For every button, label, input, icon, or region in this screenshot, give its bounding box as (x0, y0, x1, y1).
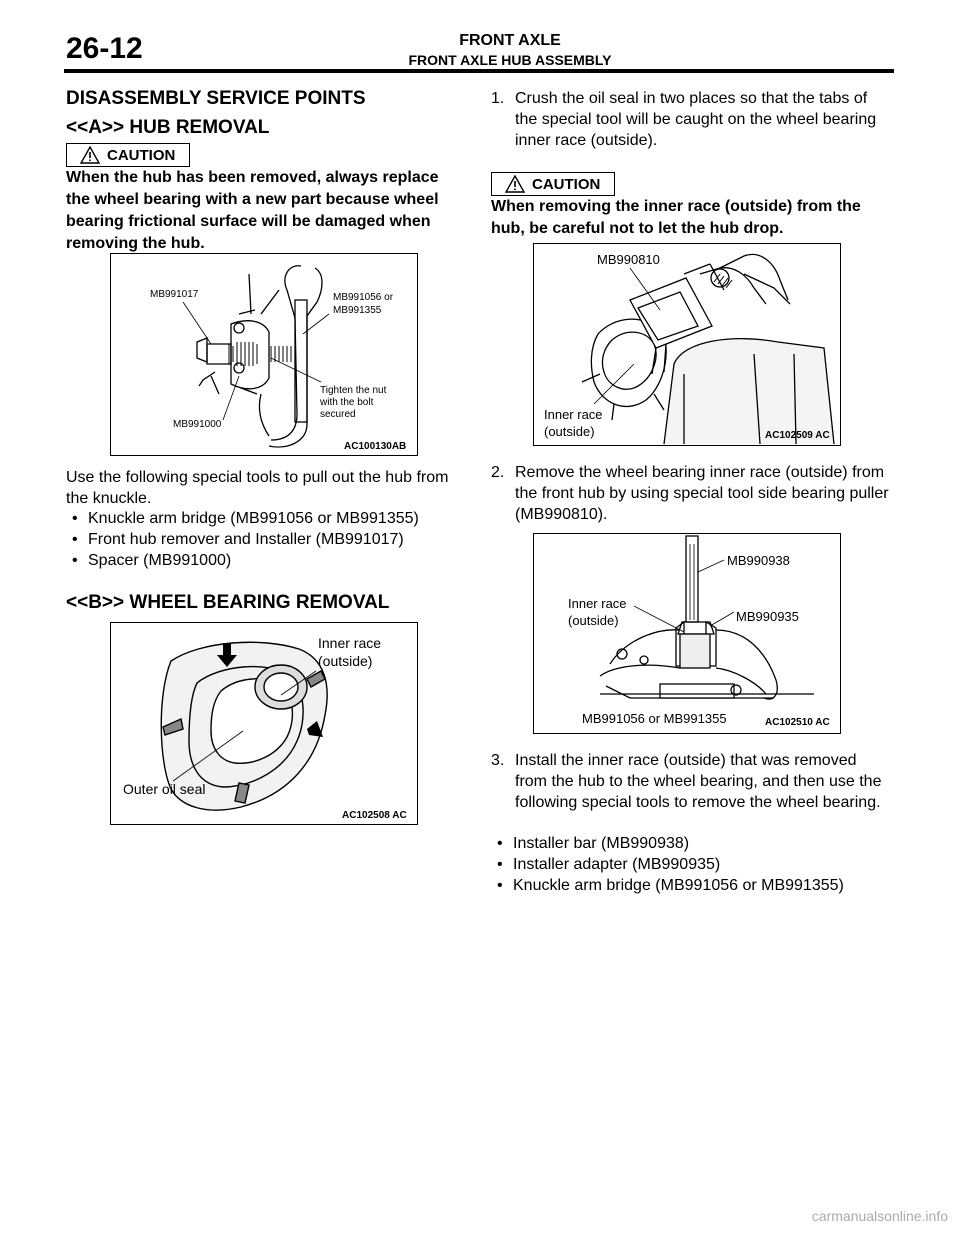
step-1 (491, 88, 891, 151)
fig1-label-tighten-1: Tighten the nut (320, 385, 387, 396)
fig1-label-tighten-3: secured (320, 409, 356, 420)
caution-text: When the hub has been removed, always replace the wheel bearing with a new part because wheel bearing frictional surface will be damaged when removing the hub. (66, 169, 439, 252)
list-item: • Installer adapter (MB990935) (491, 854, 891, 875)
fig1-label-mb991000: MB991000 (173, 419, 222, 430)
step-2 (491, 462, 891, 525)
step-3 (491, 750, 891, 813)
fig3-code: AC102509 AC (765, 430, 830, 441)
fig3-label-mb990810: MB990810 (597, 252, 660, 267)
hub-removal-illustration (111, 254, 417, 455)
tools-intro: Use the following special tools to pull out the hub from the knuckle. (66, 469, 449, 507)
fig1-code: AC100130AB (344, 441, 407, 452)
fig4-label-mb990938: MB990938 (727, 553, 790, 568)
caution-label: CAUTION (107, 146, 176, 164)
section-subtitle: FRONT AXLE HUB ASSEMBLY (408, 52, 612, 68)
list-item: • Front hub remover and Installer (MB991017) (66, 529, 466, 550)
fig4-code: AC102510 AC (765, 717, 830, 728)
list-item: • Knuckle arm bridge (MB991056 or MB991355) (491, 875, 891, 896)
fig2-label-inner-race-2: (outside) (318, 653, 373, 669)
hub-removal-heading: <<A>> HUB REMOVAL (66, 117, 270, 138)
fig1-label-tighten-2: with the bolt (320, 397, 374, 408)
fig4-label-mb990935: MB990935 (736, 609, 799, 624)
step-number: 3. (491, 752, 505, 769)
fig4-label-bridge: MB991056 or MB991355 (582, 711, 727, 726)
tool-list (66, 508, 466, 571)
chapter-title: FRONT AXLE (459, 32, 561, 49)
caution-badge-2 (491, 172, 615, 196)
step-text: Crush the oil seal in two places so that the tabs of the special tool will be caught on the wheel bearing inner race (outside). (515, 90, 877, 149)
fig4-label-inner-race-2: (outside) (568, 613, 619, 628)
step-number: 2. (491, 464, 505, 481)
wheel-bearing-heading: <<B>> WHEEL BEARING REMOVAL (66, 592, 390, 613)
step-text: Remove the wheel bearing inner race (outside) from the front hub by using special tool side bearing puller (MB990810). (515, 464, 889, 523)
fig3-label-inner-race-2: (outside) (544, 424, 595, 439)
list-item: • Knuckle arm bridge (MB991056 or MB991355) (66, 508, 466, 529)
install-tool-list (491, 833, 891, 896)
fig4-label-inner-race-1: Inner race (568, 596, 627, 611)
section-title: DISASSEMBLY SERVICE POINTS (66, 88, 366, 109)
warning-icon (504, 174, 526, 194)
fig2-label-outer-oil-seal: Outer oil seal (123, 781, 206, 797)
header-rule (64, 69, 894, 73)
caution-text-2: When removing the inner race (outside) from the hub, be careful not to let the hub drop. (491, 198, 861, 237)
figure-hub-removal (110, 253, 418, 456)
watermark: carmanualsonline.info (811, 1208, 948, 1224)
step-text: Install the inner race (outside) that was removed from the hub to the wheel bearing, and then use the following special tools to remove the wheel bearing. (515, 752, 882, 811)
fig3-label-inner-race-1: Inner race (544, 407, 603, 422)
caution-label: CAUTION (532, 175, 601, 193)
fig2-label-inner-race-1: Inner race (318, 635, 382, 651)
caution-badge (66, 143, 190, 167)
fig1-label-bridge-1: MB991056 or (333, 292, 394, 303)
fig1-label-bridge-2: MB991355 (333, 305, 382, 316)
warning-icon (79, 145, 101, 165)
list-item: • Installer bar (MB990938) (491, 833, 891, 854)
figure-inner-race-removal (533, 533, 841, 734)
step-number: 1. (491, 90, 505, 107)
fig1-label-mb991017: MB991017 (150, 289, 199, 300)
page-number: 26-12 (66, 32, 143, 65)
fig2-code: AC102508 AC (342, 810, 407, 821)
inner-race-removal-illustration (534, 534, 840, 733)
list-item: • Spacer (MB991000) (66, 550, 466, 571)
